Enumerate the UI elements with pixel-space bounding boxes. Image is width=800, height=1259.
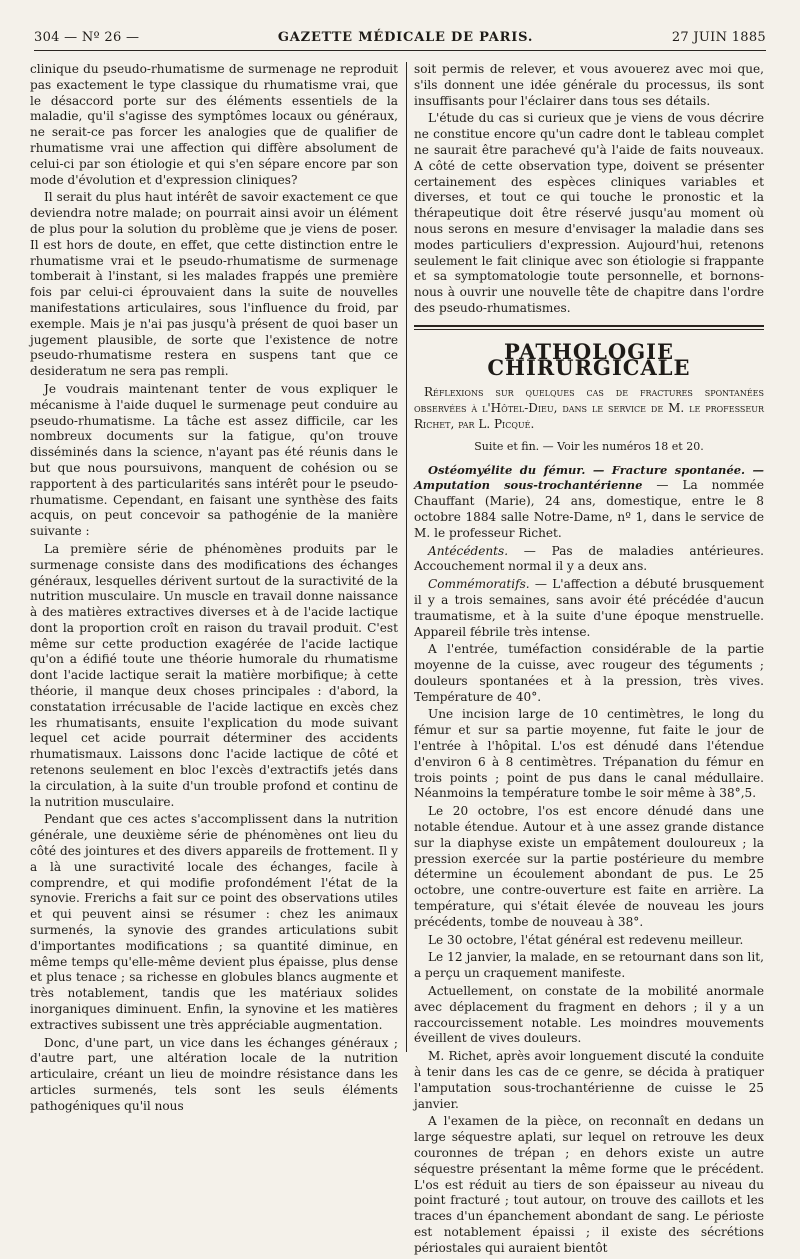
antecedents-label: Antécédents. [428,543,509,558]
commemoratifs-paragraph [414,577,764,640]
right-column [414,62,764,1259]
paragraph: Actuellement, on constate de la mobilité anormale avec déplacement du fragment en dehors ; il y a un raccourcissement notable. Les moindres mouvements éveillent de vives douleurs. [414,984,764,1046]
left-column [30,62,398,1117]
continuation-note: Suite et fin. — Voir les numéros 18 et 20. [474,439,704,453]
paragraph: L'étude du cas si curieux que je viens de vous décrire ne constitue encore qu'un cadre dont le tableau complet ne saurait être parachevé qu'à l'aide de faits nouveaux. A côté de cette observation type, doivent se présenter certainement des espèces cliniques variables et diverses, et tout ce qui touche le pronostic et la thérapeutique doit être réservé jusqu'au moment où nous serons en mesure d'envisager la maladie dans ses modes particuliers d'expression. Aujourd'hui, retenons seulement le fait clinique avec son étiologie si frappante et sa symptomatologie toute personnelle, et bornons-nous à ouvrir une nouvelle tête de chapitre dans l'ordre des pseudo-rhumatismes. [414,111,764,315]
paragraph: A l'examen de la pièce, on reconnaît en dedans un large séquestre aplati, sur lequel on retrouve les deux couronnes de trépan ; en dehors existe un autre séquestre présentant la même forme que le précédent. L'os est réduit au tiers de son épaisseur au niveau du point fracturé ; tout autour, on trouve des caillots et les traces d'un épanchement abondant de sang. Le périoste est notablement épaissi ; il existe des sécrétions périostales qui auraient bientôt [414,1114,764,1255]
paragraph: La première série de phénomènes produits par le surmenage consiste dans des modifications des échanges généraux, lesquelles dérivent surtout de la suractivité de la nutrition musculaire. Un muscle en travail donne naissance à des matières extractives diverses et à de l'acide lactique dont la proportion croît en raison du travail produit. C'est même sur cette production exagérée de l'acide lactique qu'on a édifié toute une théorie humorale du rhumatisme dont l'acide lactique serait la matière morbifique; à cette théorie, il manque deux choses principales : d'abord, la constatation irrécusable de l'acide lactique en excès chez les rhumatisants, ensuite l'explication du mode suivant lequel cet acide pourrait déterminer des accidents rhumatismaux. Laissons donc l'acide lactique de côté et retenons seulement en bloc l'excès d'extractifs jetés dans la circulation, à la suite d'un trouble profond et continu de la nutrition musculaire. [30,541,398,809]
case-intro: — La nommée Chauffant (Marie), 24 ans, domestique, entre le 8 octobre 1884 salle Notre-Dame, nº 1, dans le service de M. le professeur Richet. [414,478,764,540]
article-title: Réflexions sur quelques cas de fractures spontanées observées à l'Hôtel-Dieu, dans le service de M. le professeur Richet, par L. Picqué. [414,385,764,431]
paragraph: soit permis de relever, et vous avouerez avec moi que, s'ils donnent une idée générale du processus, ils sont insuffisants pour l'éclairer dans tous ses détails. [414,62,764,108]
antecedents-paragraph [414,544,764,576]
paragraph: Donc, d'une part, un vice dans les échanges généraux ; d'autre part, une altération locale de la nutrition articulaire, créant un lieu de moindre résistance dans les articles surmenés, tels sont les seuls éléments pathogéniques qu'il nous [30,1035,398,1113]
paragraph: A l'entrée, tuméfaction considérable de la partie moyenne de la cuisse, avec rougeur des téguments ; douleurs spontanées et à la pression, très vives. Température de 40°. [414,642,764,704]
page-header [34,24,766,51]
paragraph: M. Richet, après avoir longuement discuté la conduite à tenir dans les cas de ce genre, se décida à pratiquer l'amputation sous-trochantérienne de cuisse le 25 janvier. [414,1049,764,1111]
paragraph: Je voudrais maintenant tenter de vous expliquer le mécanisme à l'aide duquel le surmenage peut conduire au pseudo-rhumatisme. La tâche est assez difficile, car les nombreux documents sur la fatigue, qu'on trouve disséminés dans la science, n'ayant pas été réunis dans le but que nous poursuivons, manquent de cohésion ou se rapportent à des particularités sans intérêt pour le pseudo-rhumatisme. Cependant, en faisant une synthèse des faits acquis, on peut concevoir sa pathogénie de la manière suivante : [30,381,398,539]
case-paragraph [414,463,764,542]
section-title: PATHOLOGIE CHIRURGICALE [487,338,691,380]
section-rule [414,325,764,330]
column-divider [406,62,407,1052]
paragraph: Il serait du plus haut intérêt de savoir exactement ce que deviendra notre malade; on pourrait ainsi avoir un élément de plus pour la solution du problème que je viens de poser. Il est hors de doute, en effet, que cette distinction entre le rhumatisme vrai et le pseudo-rhumatisme de surmenage tomberait à l'instant, si les malades frappés une première fois par celui-ci éprouvaient dans la suite de nouvelles manifestations articulaires, sous l'influence du froid, par exemple. Mais je n'ai pas jusqu'à présent de quoi baser un jugement plausible, de sorte que l'existence de notre pseudo-rhumatisme restera en suspens tant que ce desideratum ne sera pas rempli. [30,190,398,379]
paragraph: Le 30 octobre, l'état général est redevenu meilleur. [428,932,744,947]
paragraph: Le 20 octobre, l'os est encore dénudé dans une notable étendue. Autour et à une assez grande distance sur la diaphyse existe un empâtement douloureux ; la pression exercée sur la partie postérieure du membre détermine un écoulement abondant de pus. Le 25 octobre, une contre-ouverture est faite en arrière. La température, qui s'était élevée de nouveau les jours précédents, tombe de nouveau à 38°. [414,804,764,929]
case-heading: Ostéomyélite du fémur. — Fracture spontanée. — Amputation sous-trochantérienne [414,462,764,493]
journal-title: GAZETTE MÉDICALE DE PARIS. [277,29,534,45]
paragraph: Le 12 janvier, la malade, en se retournant dans son lit, a perçu un craquement manifeste. [414,950,764,981]
commemoratifs-text: — L'affection a débuté brusquement il y a trois semaines, sans avoir été précédée d'aucun traumatisme, et à la suite d'une époque menstruelle. Appareil fébrile très intense. [414,577,764,639]
commemoratifs-label: Commémoratifs. [428,577,530,592]
paragraph: Une incision large de 10 centimètres, le long du fémur et sur sa partie moyenne, fut faite le jour de l'entrée à l'hôpital. L'os est dénudé dans l'étendue d'environ 6 à 8 centimètres. Trépanation du fémur en trois points ; point de pus dans le canal médullaire. Néanmoins la température tombe le soir même à 38°,5. [414,707,764,801]
header-page-number: 304 — Nº 26 — [34,29,140,45]
paragraph: clinique du pseudo-rhumatisme de surmenage ne reproduit pas exactement le type classique du rhumatisme vrai, que le désaccord porte sur des éléments essentiels de la maladie, qu'il s'agisse des symptômes locaux ou généraux, ne serait-ce pas forcer les analogies que de qualifier de rhumatisme vrai une affection qui diffère absolument de celui-ci par son étiologie et qui s'en sépare encore par son mode d'évolution et d'expression cliniques? [30,62,398,187]
antecedents-text: — Pas de maladies antérieures. Accouchement normal il y a deux ans. [414,543,764,574]
paragraph: Pendant que ces actes s'accomplissent dans la nutrition générale, une deuxième série de phénomènes ont lieu du côté des jointures et des divers appareils de frottement. Il y a là une suractivité locale des échanges, facile à comprendre, et qui modifie profondément l'état de la synovie. Frerichs a fait sur ce point des observations utiles et qui peuvent ainsi se résumer : chez les animaux surmenés, la synovie des grandes articulations subit d'importantes modifications ; sa quantité diminue, en même temps qu'elle-même devient plus épaisse, plus dense et plus tenace ; sa richesse en globules blancs augmente et très notablement, tandis que les matériaux solides inorganiques diminuent. Enfin, la synovine et les matières extractives subissent une très appréciable augmentation. [30,812,398,1032]
header-date: 27 JUIN 1885 [671,29,766,45]
